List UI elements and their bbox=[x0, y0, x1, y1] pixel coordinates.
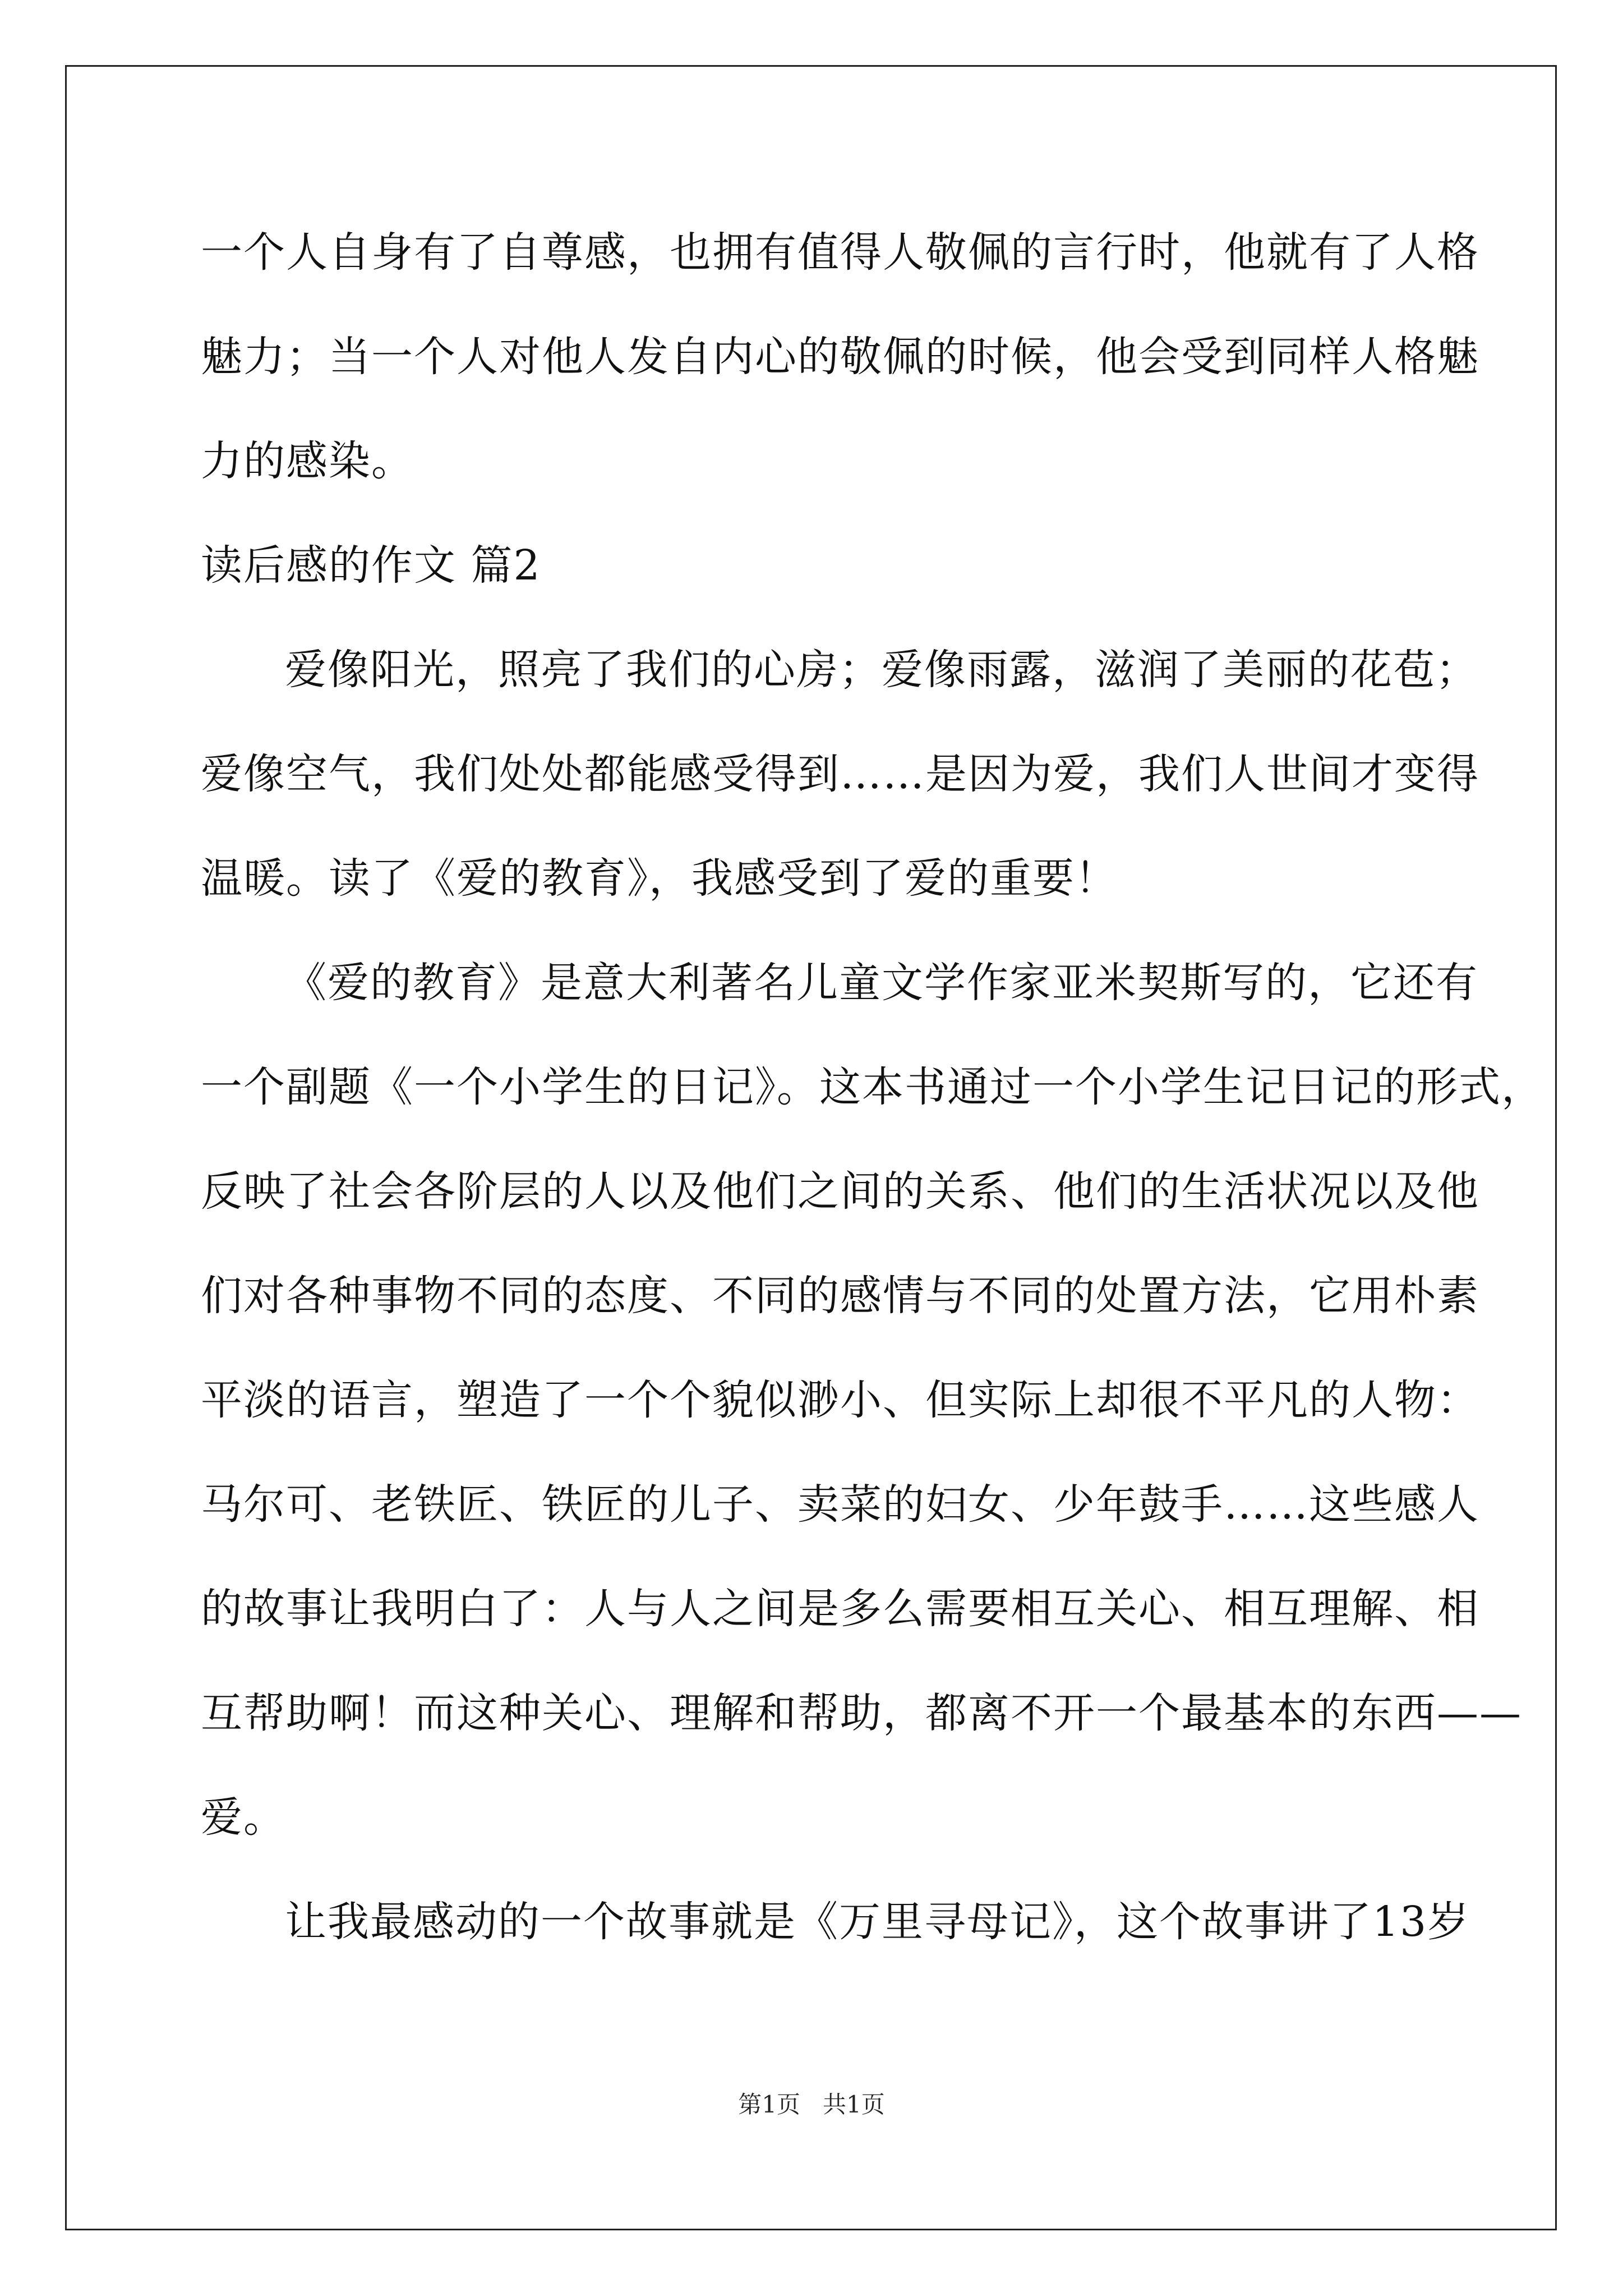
paragraph-first-line: 让我最感动的一个故事就是《万里寻母记》，这个故事讲了13岁 bbox=[285, 1898, 1470, 1946]
text-line: 的故事让我明白了：人与人之间是多么需要相互关心、相互理解、相 bbox=[201, 1585, 1479, 1633]
section-heading: 读后感的作文 篇2 bbox=[201, 541, 541, 590]
page-footer: 第1页 共1页 bbox=[738, 2091, 885, 2118]
text-line: 反映了社会各阶层的人以及他们之间的关系、他们的生活状况以及他 bbox=[201, 1167, 1479, 1216]
text-line: 们对各种事物不同的态度、不同的感情与不同的处置方法，它用朴素 bbox=[201, 1272, 1479, 1320]
text-line: 互帮助啊！而这种关心、理解和帮助，都离不开一个最基本的东西—— bbox=[201, 1689, 1522, 1737]
text-line: 爱。 bbox=[201, 1793, 286, 1842]
text-line: 一个人自身有了自尊感，也拥有值得人敬佩的言行时，他就有了人格 bbox=[201, 228, 1479, 277]
paragraph-first-line: 《爱的教育》是意大利著名儿童文学作家亚米契斯写的，它还有 bbox=[285, 959, 1478, 1007]
text-line: 一个副题《一个小学生的日记》。这本书通过一个小学生记日记的形式， bbox=[201, 1063, 1544, 1111]
text-line: 力的感染。 bbox=[201, 437, 414, 485]
text-line: 马尔可、老铁匠、铁匠的儿子、卖菜的妇女、少年鼓手……这些感人 bbox=[201, 1480, 1479, 1529]
document-body bbox=[201, 213, 1544, 1987]
text-line: 温暖。读了《爱的教育》，我感受到了爱的重要！ bbox=[201, 854, 1118, 903]
text-line: 魅力；当一个人对他人发自内心的敬佩的时候，他会受到同样人格魅 bbox=[201, 333, 1479, 381]
text-line: 爱像空气，我们处处都能感受得到……是因为爱，我们人世间才变得 bbox=[201, 750, 1479, 798]
text-line: 平淡的语言，塑造了一个个貌似渺小、但实际上却很不平凡的人物： bbox=[201, 1376, 1479, 1424]
paragraph-first-line: 爱像阳光，照亮了我们的心房；爱像雨露，滋润了美丽的花苞； bbox=[285, 646, 1478, 694]
